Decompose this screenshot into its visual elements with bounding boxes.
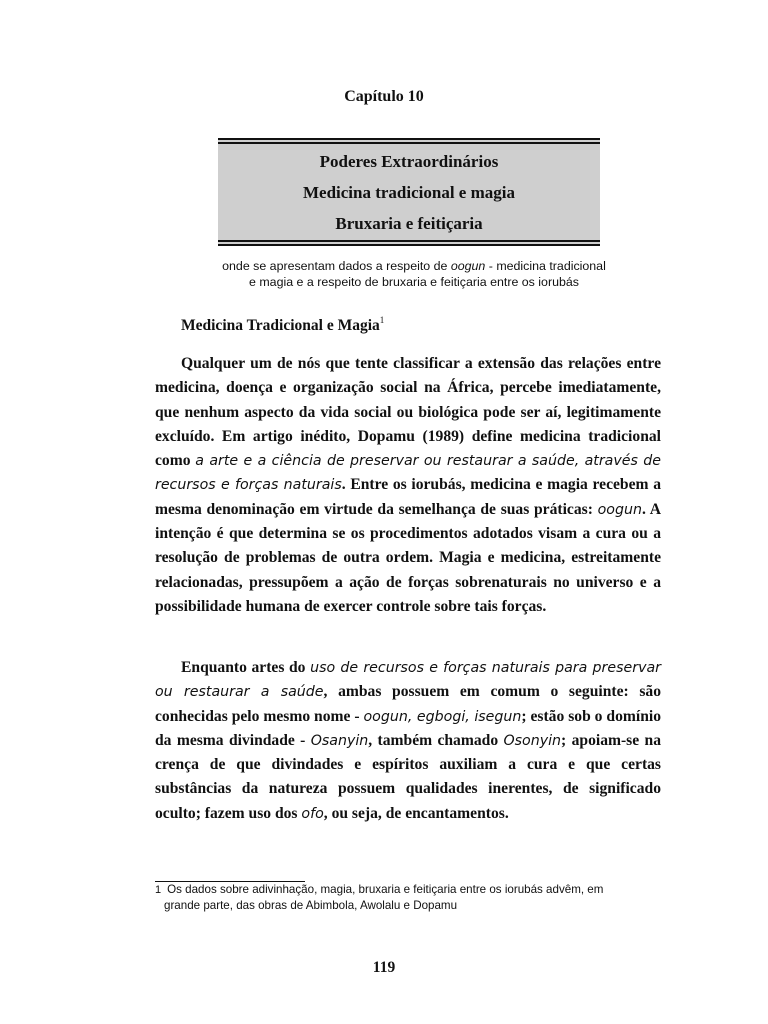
footnote-number: 1: [155, 884, 162, 896]
para1-text-3: . A intenção é que determina se os procedimentos adotados visam a cura ou a resolução de problemas de outra ordem. Magia e medicina, estreitamente relacionadas, pressupõem a ação de forças sobrenaturais no universo e a possibilidade humana de exercer controle sobre tais forças.: [155, 500, 661, 615]
chapter-heading: Capítulo 10: [344, 88, 424, 105]
para1-italic-2: oogun: [597, 501, 642, 518]
para2-text-5: ; apoiam-se na crença de que divindades e espíritos auxiliam a cura e que certas substâncias da natureza possuem qualidades inerentes, de significado oculto; fazem uso dos: [155, 731, 661, 822]
subtitle-text-3: e magia e a respeito de bruxaria e feitiçaria entre os iorubás: [249, 275, 579, 289]
footnote-line-2: grande parte, das obras de Abimbola, Awolalu e Dopamu: [164, 899, 458, 912]
para2-text-6: , ou seja, de encantamentos.: [323, 804, 509, 822]
para1-italic-1: a arte e a ciência de preservar ou restaurar a saúde, através de recursos e forças naturais: [155, 453, 661, 494]
para2-italic-2: oogun, egbogi, isegun: [363, 708, 522, 725]
page-number: 119: [372, 959, 396, 976]
subtitle-text-1: onde se apresentam dados a respeito de: [222, 259, 451, 273]
para2-text-1: Enquanto artes do: [181, 659, 311, 676]
subtitle-text-2: - medicina tradicional: [485, 259, 606, 273]
subtitle-italic-term: oogun: [450, 259, 486, 273]
chapter-subtitle: [180, 258, 648, 290]
para2-italic-1: uso de recursos e forças naturais para preservar ou restaurar a saúde: [155, 660, 661, 701]
para2-text-2: , ambas possuem em comum o seguinte: são conhecidas pelo mesmo nome -: [155, 683, 661, 725]
footnote: [155, 882, 661, 914]
para2-italic-4: Osonyin: [503, 732, 562, 749]
chapter-title-box: [218, 138, 600, 246]
footnote-reference: 1: [379, 315, 385, 325]
paragraph-2: [155, 656, 661, 826]
title-line-3: Bruxaria e feitiçaria: [335, 213, 483, 233]
paragraph-1: [155, 352, 661, 619]
title-line-1: Poderes Extraordinários: [319, 151, 499, 171]
para2-text-4: , também chamado: [368, 731, 504, 749]
para1-text-2: . Entre os iorubás, medicina e magia recebem a mesma denominação em virtude da semelhança de suas práticas:: [155, 476, 661, 518]
section-heading: [181, 317, 384, 335]
para2-text-3: ; estão sob o domínio da mesma divindade -: [155, 707, 661, 749]
para2-italic-5: ofo: [301, 805, 324, 822]
title-line-2: Medicina tradicional e magia: [302, 182, 515, 202]
para2-italic-3: Osanyin: [310, 732, 369, 749]
footnote-line-1: Os dados sobre adivinhação, magia, bruxaria e feitiçaria entre os iorubás advêm, em: [167, 883, 604, 896]
para1-text-1: Qualquer um de nós que tente classificar a extensão das relações entre medicina, doença e organização social na África, percebe imediatamente, que nenhum aspecto da vida social ou biológica pode ser aí, legitimamente excluído. Em artigo inédito, Dopamu (1989) define medicina tradicional como: [155, 355, 661, 470]
section-heading-text: Medicina Tradicional e Magia: [181, 317, 380, 334]
